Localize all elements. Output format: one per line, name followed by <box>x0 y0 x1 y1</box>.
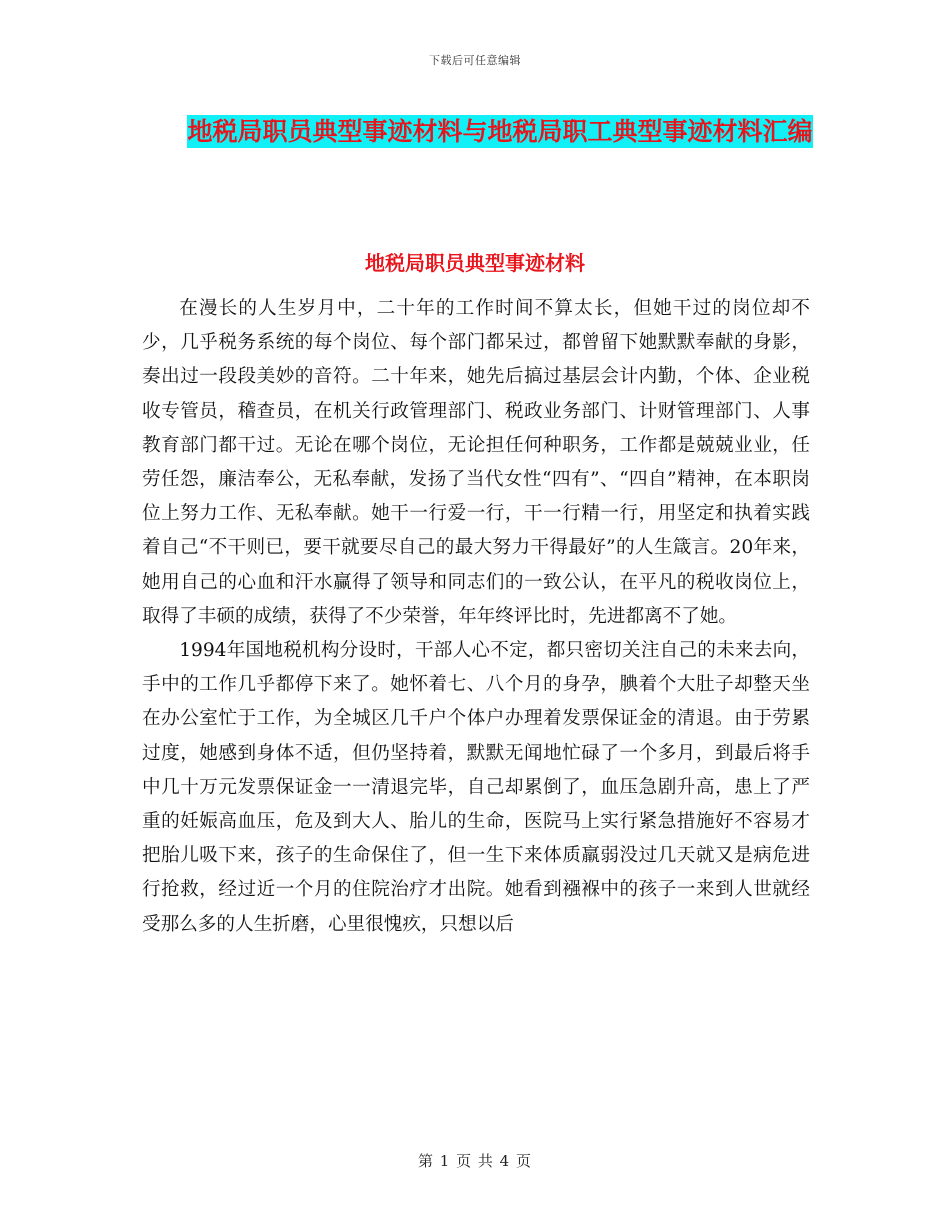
paragraph-1: 在漫长的人生岁月中，二十年的工作时间不算太长，但她干过的岗位却不少，几乎税务系统的每个岗位、每个部门都呆过，都曾留下她默默奉献的身影，奏出过一段段美妙的音符。二十年来，她先后搞过基层会计内勤，个体、企业税收专管员，稽查员，在机关行政管理部门、税政业务部门、计财管理部门、人事教育部门都干过。无论在哪个岗位，无论担任何种职务，工作都是兢兢业业，任劳任怨，廉洁奉公，无私奉献，发扬了当代女性“四有”、“四自”精神，在本职岗位上努力工作、无私奉献。她干一行爱一行，干一行精一行，用坚定和执着实践着自己“不干则已，要干就要尽自己的最大努力干得最好”的人生箴言。20年来，她用自己的心血和汗水赢得了领导和同志们的一致公认，在平凡的税收岗位上，取得了丰硕的成绩，获得了不少荣誉，年年终评比时，先进都离不了她。 <box>142 298 810 627</box>
page-footer: 第 1 页 共 4 页 <box>418 1152 532 1170</box>
document-title-text: 地税局职员典型事迹材料与地税局职工典型事迹材料汇编 <box>187 117 813 146</box>
document-title <box>140 108 860 155</box>
header-note: 下载后可任意编辑 <box>429 54 521 67</box>
paragraph-2: 1994年国地税机构分设时，干部人心不定，都只密切关注自己的未来去向，手中的工作几乎都停下来了。她怀着七、八个月的身孕，腆着个大肚子却整天坐在办公室忙于工作，为全城区几千户个体户办理着发票保证金的清退。由于劳累过度，她感到身体不适，但仍坚持着，默默无闻地忙碌了一个多月，到最后将手中几十万元发票保证金一一清退完毕，自己却累倒了，血压急剧升高，患上了严重的妊娠高血压，危及到大人、胎儿的生命，医院马上实行紧急措施好不容易才把胎儿吸下来，孩子的生命保住了，但一生下来体质羸弱没过几天就又是病危进行抢救，经过近一个月的住院治疗才出院。她看到襁褓中的孩子一来到人世就经受那么多的人生折磨，心里很愧疚，只想以后 <box>142 640 810 935</box>
section-title: 地税局职员典型事迹材料 <box>365 251 585 275</box>
body-text <box>142 292 810 942</box>
